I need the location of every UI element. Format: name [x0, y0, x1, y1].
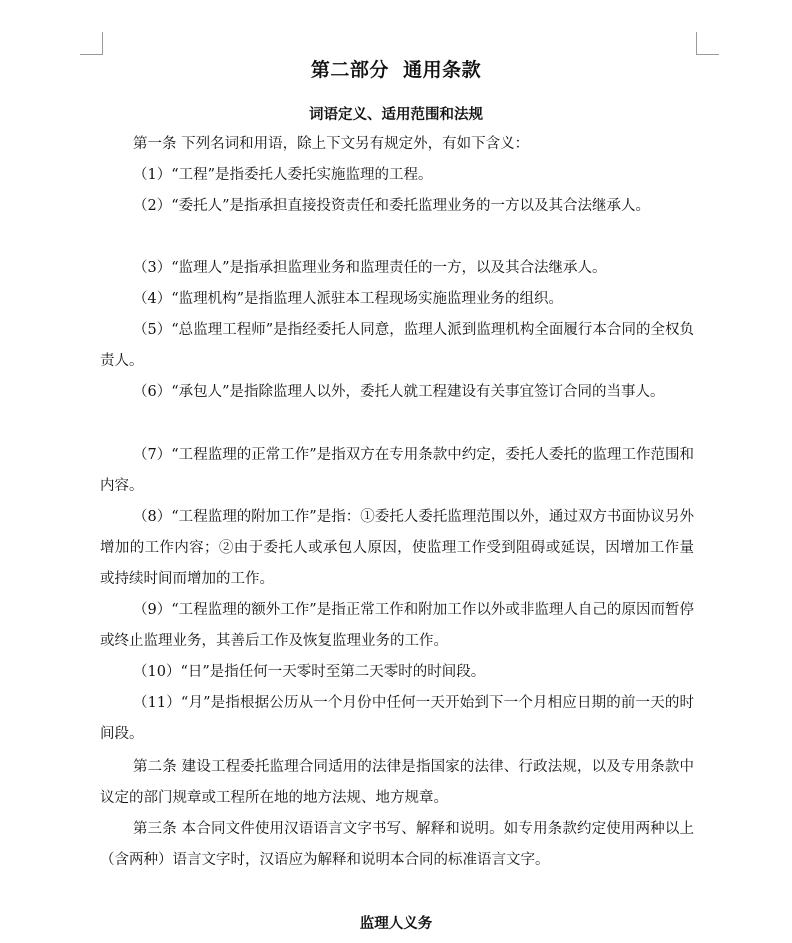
definition-7: （7）“工程监理的正常工作”是指双方在专用条款中约定，委托人委托的监理工作范围和内容。	[100, 447, 694, 494]
definition-5: （5）“总监理工程师”是指经委托人同意，监理人派到监理机构全面履行本合同的全权负责人。	[100, 322, 694, 369]
definition-1: （1）“工程”是指委托人委托实施监理的工程。	[133, 167, 433, 183]
crop-mark-top-right	[696, 32, 719, 55]
article-1: 第一条 下列名词和用语，除上下文另有规定外，有如下含义：	[133, 136, 530, 152]
definition-11: （11）“月”是指根据公历从一个月份中任何一天开始到下一个月相应日期的前一天的时间段。	[100, 695, 694, 742]
part-title: 第二部分 通用条款	[310, 59, 482, 81]
definition-2: （2）“委托人”是指承担直接投资责任和委托监理业务的一方以及其合法继承人。	[133, 198, 651, 214]
definition-10: （10）“日”是指任何一天零时至第二天零时的时间段。	[133, 664, 486, 680]
section-title-definitions: 词语定义、适用范围和法规	[309, 106, 483, 123]
article-3: 第三条 本合同文件使用汉语语言文字书写、解释和说明。如专用条款约定使用两种以上（含两种）语言文字时，汉语应为解释和说明本合同的标准语言文字。	[100, 821, 694, 868]
definition-6: （6）“承包人”是指除监理人以外，委托人就工程建设有关事宜签订合同的当事人。	[133, 384, 665, 400]
section-title-supervisor-obligations: 监理人义务	[359, 915, 433, 932]
definition-9: （9）“工程监理的额外工作”是指正常工作和附加工作以外或非监理人自己的原因而暂停或终止监理业务，其善后工作及恢复监理业务的工作。	[100, 602, 694, 649]
definition-4: （4）“监理机构”是指监理人派驻本工程现场实施监理业务的组织。	[133, 291, 564, 307]
crop-mark-top-left	[80, 32, 103, 55]
definition-3: （3）“监理人”是指承担监理业务和监理责任的一方，以及其合法继承人。	[133, 260, 607, 276]
definition-8: （8）“工程监理的附加工作”是指：①委托人委托监理范围以外，通过双方书面协议另外增加的工作内容；②由于委托人或承包人原因，使监理工作受到阻碍或延误，因增加工作量或持续时间而增加的工作。	[100, 509, 694, 587]
article-2: 第二条 建设工程委托监理合同适用的法律是指国家的法律、行政法规，以及专用条款中议定的部门规章或工程所在地的地方法规、地方规章。	[100, 759, 694, 806]
